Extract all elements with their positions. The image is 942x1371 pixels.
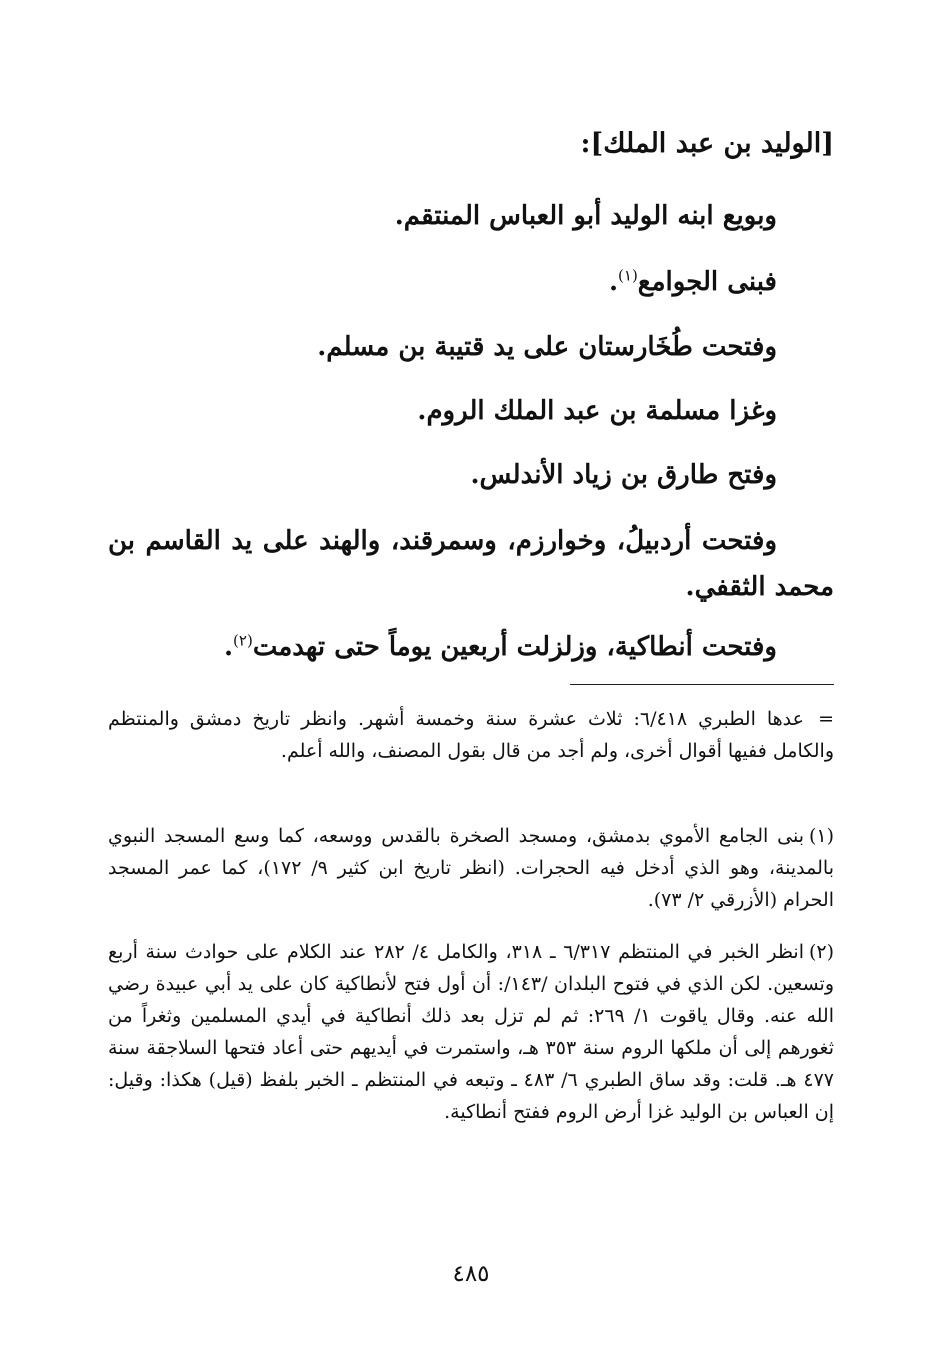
footnote-2	[108, 936, 834, 1128]
text-line-2-body: فبنى الجوامع	[637, 267, 777, 297]
text-line-7	[224, 627, 777, 667]
footnote-ref-1: (١)	[618, 266, 638, 285]
footnote-1-text: بنى الجامع الأموي بدمشق، ومسجد الصخرة بالقدس ووسعه، كما وسع المسجد النبوي بالمدينة، وهو الذي أدخل فيه الحجرات. (انظر تاريخ ابن كثير ٩/ ١٧٢)، كما عمر المسجد الحرام (الأزرقي ٢/ ٧٣).	[108, 825, 834, 911]
text-line-2	[609, 262, 777, 302]
footnote-continued	[108, 703, 834, 767]
footnote-continued-text: عدها الطبري ٦/٤١٨: ثلاث عشرة سنة وخمسة أشهر. وانظر تاريخ دمشق والمنتظم والكامل ففيها أقوال أخرى، ولم أجد من قال بقول المصنف، والله أعلم.	[108, 708, 834, 762]
footnote-ref-2: (٢)	[233, 631, 253, 650]
footnote-separator	[570, 684, 834, 685]
footnote-2-text: انظر الخبر في المنتظم ٦/٣١٧ ـ ٣١٨، والكامل ٤/ ٢٨٢ عند الكلام على حوادث سنة أربع وتسعين. لكن الذي في فتوح البلدان /١٤٣/: أن أول فتح لأنطاكية كان على يد أبي عبيدة رضي الله عنه. وقال ياقوت ١/ ٢٦٩: ثم لم تزل بعد ذلك أنطاكية في أيدي المسلمين وثغراً من ثغورهم إلى أن ملكها الروم سنة ٣٥٣ هـ، واستمرت في أيديهم حتى أعاد فتحها السلاجقة سنة ٤٧٧ هـ. قلت: وقد ساق الطبري ٦/ ٤٨٣ ـ وتبعه في المنتظم ـ الخبر بلفظ (قيل) هكذا: وقيل: إن العباس بن الوليد غزا أرض الروم ففتح أنطاكية.	[108, 941, 835, 1123]
text-line-1: وبويع ابنه الوليد أبو العباس المنتقم.	[394, 201, 777, 231]
footnote-2-mark: (٢)	[808, 941, 834, 963]
footnote-1	[108, 820, 834, 916]
text-line-3: وفتحت طُخَارستان على يد قتيبة بن مسلم.	[317, 332, 777, 362]
text-line-4: وغزا مسلمة بن عبد الملك الروم.	[417, 396, 777, 426]
text-line-2-end: .	[608, 267, 619, 297]
text-paragraph-6: وفتحت أردبيلُ، وخوارزم، وسمرقند، والهند على يد القاسم بن محمد الثقفي.	[108, 526, 834, 602]
text-line-7-end: .	[223, 632, 234, 662]
text-line-5: وفتح طارق بن زياد الأندلس.	[470, 460, 777, 490]
footnote-1-mark: (١)	[808, 825, 834, 847]
section-heading: [الوليد بن عبد الملك]:	[580, 128, 834, 159]
footnote-continued-mark: =	[818, 708, 834, 730]
text-line-7-body: وفتحت أنطاكية، وزلزلت أربعين يوماً حتى تهدمت	[252, 632, 777, 662]
page-number: ٤٨٥	[452, 1261, 490, 1287]
